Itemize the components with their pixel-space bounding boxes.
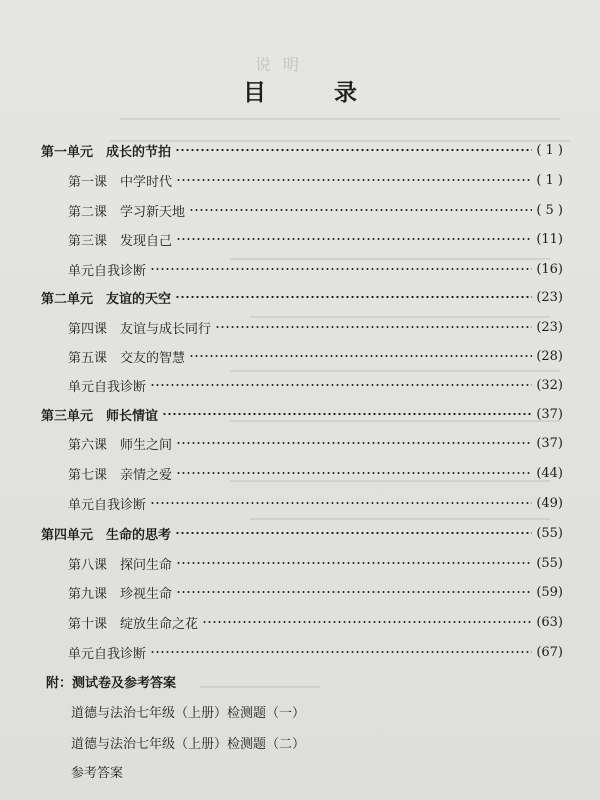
page-number: (16)	[536, 261, 563, 277]
toc-lesson-5[interactable]	[68, 345, 563, 367]
page-number: ( 1 )	[536, 172, 563, 188]
lesson-title: 第三课 发现自己	[68, 233, 173, 249]
appendix-item-title: 参考答案	[71, 765, 124, 781]
page-number: (55)	[536, 525, 563, 541]
dot-leader	[176, 442, 532, 444]
dot-leader	[176, 238, 532, 240]
toc-lesson-6[interactable]	[68, 432, 563, 454]
dot-leader	[150, 384, 532, 386]
unit-title: 第四单元 生命的思考	[41, 527, 172, 543]
page-number: (44)	[536, 465, 563, 481]
toc-unit-4[interactable]	[41, 522, 563, 544]
toc-unit-1-self-check[interactable]	[68, 258, 563, 280]
unit-title: 第二单元 友谊的天空	[41, 291, 172, 307]
appendix-item-title: 道德与法治七年级（上册）检测题（一）	[71, 705, 306, 721]
toc-appendix-test-2[interactable]	[71, 731, 561, 753]
page-number: ( 5 )	[536, 202, 563, 218]
lesson-title: 第二课 学习新天地	[68, 204, 186, 220]
dot-leader	[150, 651, 532, 653]
page-number: (55)	[536, 555, 563, 571]
appendix-title: 附：测试卷及参考答案	[46, 675, 177, 691]
toc-lesson-4[interactable]	[68, 316, 563, 338]
page-number: (67)	[536, 644, 563, 660]
page-number: (63)	[536, 614, 563, 630]
page-number: ( 1 )	[536, 142, 563, 158]
toc-lesson-10[interactable]	[68, 611, 563, 633]
page-title: 目 录	[242, 80, 387, 106]
toc-lesson-3[interactable]	[68, 228, 563, 250]
dot-leader	[150, 502, 532, 504]
dot-leader	[189, 209, 532, 211]
toc-lesson-9[interactable]	[68, 581, 563, 603]
dot-leader	[189, 355, 532, 357]
lesson-title: 第一课 中学时代	[68, 174, 173, 190]
toc-lesson-7[interactable]	[68, 462, 563, 484]
lesson-title: 第八课 探问生命	[68, 557, 173, 573]
lesson-title: 单元自我诊断	[68, 497, 147, 513]
bleed-through-heading: 说明	[255, 55, 312, 74]
toc-appendix-test-1[interactable]	[71, 700, 561, 722]
toc-appendix-answers[interactable]	[71, 760, 561, 782]
unit-title: 第一单元 成长的节拍	[41, 144, 172, 160]
toc-unit-2[interactable]	[41, 286, 563, 308]
toc-appendix-heading	[46, 670, 566, 692]
page-number: (32)	[536, 377, 563, 393]
lesson-title: 第七课 亲情之爱	[68, 467, 173, 483]
dot-leader	[162, 413, 532, 415]
lesson-title: 单元自我诊断	[68, 263, 147, 279]
lesson-title: 第九课 珍视生命	[68, 586, 173, 602]
dot-leader	[176, 562, 532, 564]
unit-title: 第三单元 师长情谊	[41, 408, 159, 424]
toc-unit-1[interactable]	[41, 139, 563, 161]
dot-leader	[176, 591, 532, 593]
dot-leader	[202, 621, 532, 623]
page-number: (23)	[536, 319, 563, 335]
toc-lesson-8[interactable]	[68, 552, 563, 574]
page-number: (37)	[536, 406, 563, 422]
page-number: (59)	[536, 584, 563, 600]
toc-lesson-1[interactable]	[68, 169, 563, 191]
toc-lesson-2[interactable]	[68, 199, 563, 221]
toc-unit-3-self-check[interactable]	[68, 492, 563, 514]
dot-leader	[150, 268, 532, 270]
dot-leader	[175, 149, 532, 151]
lesson-title: 第十课 绽放生命之花	[68, 616, 199, 632]
lesson-title: 第四课 友谊与成长同行	[68, 321, 212, 337]
page-number: (11)	[536, 231, 563, 247]
page-number: (23)	[536, 289, 563, 305]
dot-leader	[215, 326, 532, 328]
dot-leader	[176, 179, 532, 181]
lesson-title: 第五课 交友的智慧	[68, 350, 186, 366]
page-number: (49)	[536, 495, 563, 511]
page-number: (28)	[536, 348, 563, 364]
lesson-title: 单元自我诊断	[68, 379, 147, 395]
appendix-item-title: 道德与法治七年级（上册）检测题（二）	[71, 736, 306, 752]
dot-leader	[176, 472, 532, 474]
toc-unit-4-self-check[interactable]	[68, 641, 563, 663]
toc-unit-3[interactable]	[41, 403, 563, 425]
dot-leader	[175, 532, 532, 534]
page-number: (37)	[536, 435, 563, 451]
lesson-title: 第六课 师生之间	[68, 437, 173, 453]
lesson-title: 单元自我诊断	[68, 646, 147, 662]
toc-unit-2-self-check[interactable]	[68, 374, 563, 396]
dot-leader	[175, 296, 532, 298]
